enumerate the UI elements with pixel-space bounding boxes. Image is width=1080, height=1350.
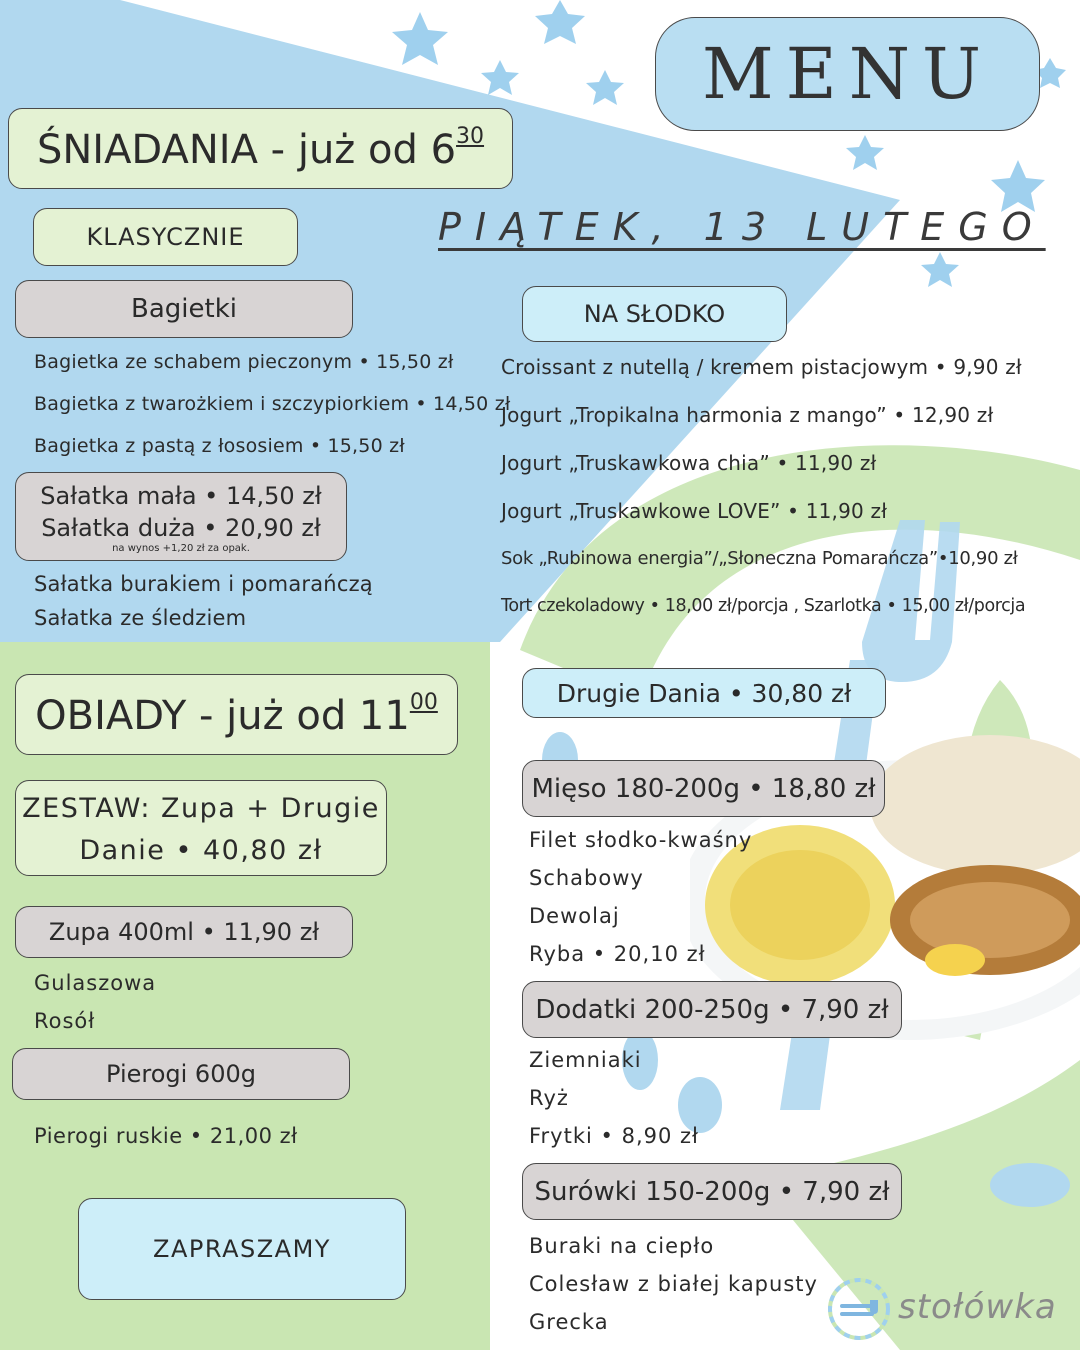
menu-date: PIĄTEK, 13 LUTEGO	[438, 205, 1046, 249]
meat-item-1: Filet słodko-kwaśny	[529, 828, 753, 852]
salad-item-2: Sałatka ze śledziem	[34, 606, 247, 630]
salad-item-1: Sałatka burakiem i pomarańczą	[34, 572, 373, 596]
sweet-label: NA SŁODKO	[522, 286, 787, 342]
breakfast-title: ŚNIADANIA - już od 6	[36, 127, 457, 173]
mains-label: Drugie Dania • 30,80 zł	[522, 668, 886, 718]
salad-side-item-2: Colesław z białej kapusty	[529, 1272, 818, 1296]
lunch-title-box	[15, 674, 458, 755]
lunch-time-sup: 00	[409, 690, 438, 715]
menu-title-box	[655, 17, 1040, 131]
salad-price-box	[15, 472, 347, 561]
baguette-item-1: Bagietka ze schabem pieczonym • 15,50 zł	[34, 351, 454, 373]
side-item-3: Frytki • 8,90 zł	[529, 1124, 700, 1148]
meat-item-3: Dewolaj	[529, 904, 620, 928]
meat-item-4: Ryba • 20,10 zł	[529, 942, 706, 966]
set-offer-box	[15, 780, 387, 876]
sweet-item-4: Jogurt „Truskawkowe LOVE” • 11,90 zł	[501, 499, 888, 523]
baguette-item-2: Bagietka z twarożkiem i szczypiorkiem • 14,50 zł	[34, 393, 511, 415]
pierogi-item-1: Pierogi ruskie • 21,00 zł	[34, 1124, 298, 1148]
breakfast-title-box	[8, 108, 513, 189]
soup-item-2: Rosół	[34, 1009, 96, 1033]
takeaway-note: na wynos +1,20 zł za opak.	[112, 542, 250, 554]
menu-title: MENU	[701, 33, 994, 115]
baguette-item-3: Bagietka z pastą z łososiem • 15,50 zł	[34, 435, 405, 457]
meat-item-2: Schabowy	[529, 866, 644, 890]
set-offer-line1: ZESTAW: Zupa + Drugie	[22, 793, 380, 824]
pierogi-label: Pierogi 600g	[12, 1048, 350, 1100]
brand-logo-icon	[826, 1276, 892, 1342]
side-item-2: Ryż	[529, 1086, 569, 1110]
soup-item-1: Gulaszowa	[34, 971, 157, 995]
sides-label: Dodatki 200-250g • 7,90 zł	[522, 981, 902, 1038]
set-offer-line2: Danie • 40,80 zł	[79, 835, 323, 866]
salad-side-item-3: Grecka	[529, 1310, 609, 1334]
sweet-item-1: Croissant z nutellą / kremem pistacjowym • 9,90 zł	[501, 355, 1022, 379]
side-item-1: Ziemniaki	[529, 1048, 642, 1072]
salads-label: Surówki 150-200g • 7,90 zł	[522, 1163, 902, 1220]
salad-small: Sałatka mała • 14,50 zł	[40, 481, 322, 510]
sweet-item-2: Jogurt „Tropikalna harmonia z mango” • 12,90 zł	[501, 403, 994, 427]
sweet-item-5: Sok „Rubinowa energia”/„Słoneczna Pomarańcza”•10,90 zł	[501, 548, 1018, 569]
meat-label: Mięso 180-200g • 18,80 zł	[522, 760, 885, 817]
invite-box: ZAPRASZAMY	[78, 1198, 406, 1300]
soup-label: Zupa 400ml • 11,90 zł	[15, 906, 353, 958]
classic-label: KLASYCZNIE	[33, 208, 298, 266]
breakfast-time-sup: 30	[456, 124, 485, 149]
salad-large: Sałatka duża • 20,90 zł	[41, 513, 321, 542]
lunch-title: OBIADY - już od 11	[35, 693, 410, 739]
brand-name: stołówka	[898, 1287, 1057, 1327]
baguettes-label: Bagietki	[15, 280, 353, 338]
salad-side-item-1: Buraki na ciepło	[529, 1234, 715, 1258]
sweet-item-3: Jogurt „Truskawkowa chia” • 11,90 zł	[501, 451, 877, 475]
sweet-item-6: Tort czekoladowy • 18,00 zł/porcja , Szarlotka • 15,00 zł/porcja	[501, 596, 1026, 616]
